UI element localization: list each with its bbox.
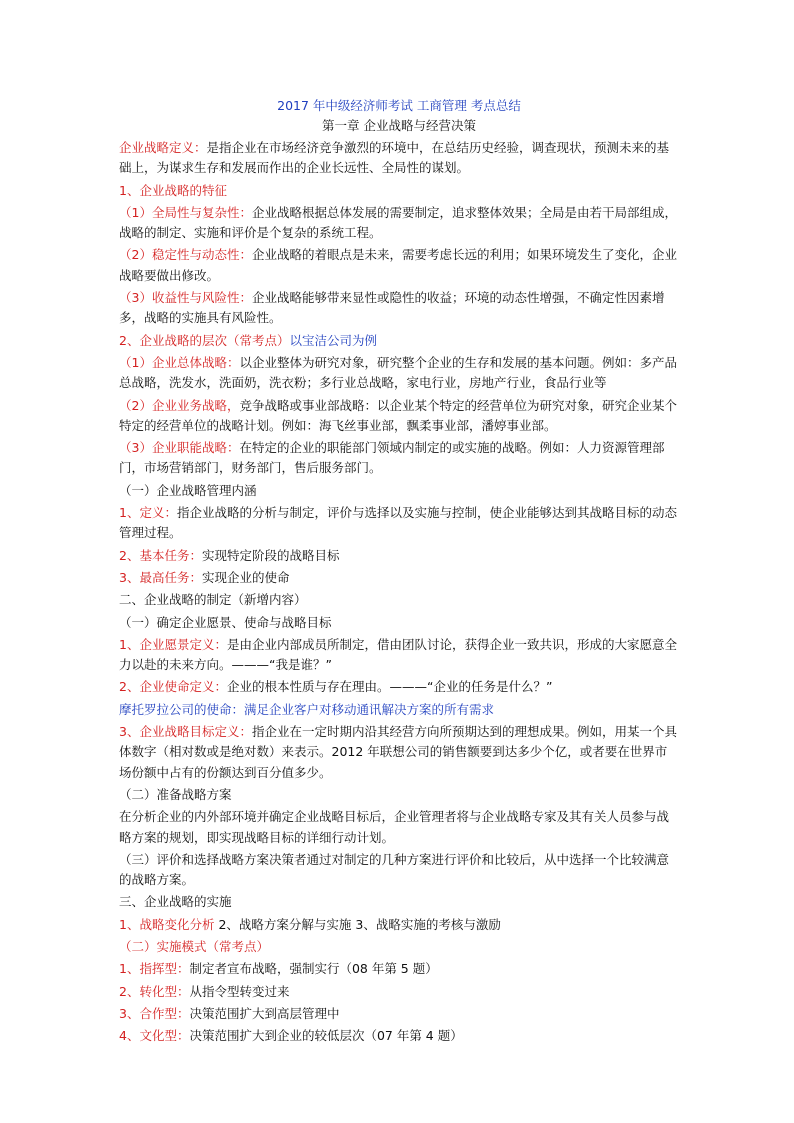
paragraph-heading: 3、合作型：	[119, 1005, 190, 1021]
paragraph-text: 在特定的企业的职能部门领域内制定的或实施的战略。例如：人力资源管理部门，市场营销部门，财务部门，售后服务部门。	[119, 440, 665, 476]
document-body	[119, 138, 679, 1046]
paragraph-text: 三、企业战略的实施	[119, 894, 232, 910]
paragraph	[119, 590, 679, 610]
paragraph-heading: 2、企业战略的层次（常考点）	[119, 332, 290, 348]
paragraph	[119, 503, 679, 544]
paragraph	[119, 481, 679, 501]
document-page	[119, 96, 679, 1048]
paragraph-heading: （二）实施模式（常考点）	[119, 938, 270, 954]
paragraph-text: 企业的根本性质与存在理由。———“企业的任务是什么？”	[226, 679, 553, 695]
paragraph	[119, 245, 679, 286]
paragraph-text: 制定者宣布战略，强制实行（08 年第 5 题）	[189, 961, 438, 977]
paragraph-text: 实现企业的使命	[201, 569, 290, 585]
paragraph	[119, 850, 679, 891]
paragraph-text: （二）准备战略方案	[119, 786, 232, 802]
paragraph-text: 二、企业战略的制定（新增内容）	[119, 592, 307, 608]
paragraph-heading: 1、定义：	[119, 505, 177, 521]
paragraph-text: 竞争战略或事业部战略：以企业某个特定的经营单位为研究对象，研究企业某个特定的经营单位的战略计划。例如：海飞丝事业部，飘柔事业部，潘婷事业部。	[119, 397, 677, 433]
paragraph-heading: （1）企业总体战略：	[119, 354, 240, 370]
paragraph	[119, 959, 679, 979]
paragraph-heading: （3）收益性与风险性：	[119, 290, 252, 306]
paragraph-heading: 企业战略定义：	[119, 140, 207, 155]
paragraph	[119, 785, 679, 805]
paragraph	[119, 288, 679, 329]
paragraph-text: 决策范围扩大到高层管理中	[189, 1005, 340, 1021]
paragraph	[119, 396, 679, 437]
paragraph-text: 是由企业内部成员所制定，借由团队讨论，获得企业一致共识，形成的大家愿意全力以赴的未来方向。———“我是谁？”	[119, 636, 677, 673]
paragraph-text: （一）企业战略管理内涵	[119, 482, 257, 498]
paragraph	[119, 700, 679, 720]
paragraph-text: 2、战略方案分解与实施 3、战略实施的考核与激励	[214, 916, 501, 932]
paragraph-text: 企业战略的着眼点是未来，需要考虑长远的利用；如果环境发生了变化，企业战略要做出修改。	[119, 247, 677, 283]
paragraph-heading: （2）稳定性与动态性：	[119, 247, 252, 263]
paragraph	[119, 331, 679, 351]
paragraph-heading: 2、转化型：	[119, 983, 190, 999]
paragraph-heading: 3、最高任务：	[119, 569, 202, 585]
paragraph-heading: 3、企业战略目标定义：	[119, 724, 252, 740]
paragraph	[119, 722, 679, 783]
paragraph-text: 决策范围扩大到企业的较低层次（07 年第 4 题）	[189, 1028, 463, 1044]
paragraph-text: 企业战略能够带来显性或隐性的收益；环境的动态性增强，不确定性因素增多，战略的实施具有风险性。	[119, 290, 665, 326]
paragraph	[119, 807, 679, 848]
paragraph-heading: 4、文化型：	[119, 1028, 190, 1044]
paragraph-heading: （3）企业职能战略：	[119, 440, 240, 456]
paragraph	[119, 568, 679, 588]
paragraph	[119, 937, 679, 957]
paragraph-text: 指企业在一定时期内沿其经营方向所预期达到的理想成果。例如，用某一个具体数字（相对数或是绝对数）来表示。2012 年联想公司的销售额要到达多少个亿，或者要在世界市场份额中占有的份额达到百分值多少。	[119, 724, 677, 780]
document-title: 2017 年中级经济师考试 工商管理 考点总结	[277, 98, 521, 113]
paragraph	[119, 635, 679, 676]
paragraph-heading: 2、基本任务：	[119, 547, 202, 563]
paragraph	[119, 982, 679, 1002]
paragraph	[119, 546, 679, 566]
paragraph	[119, 138, 679, 179]
paragraph-highlight: 以宝洁公司为例	[289, 332, 377, 348]
paragraph	[119, 677, 679, 697]
paragraph	[119, 181, 679, 201]
paragraph	[119, 915, 679, 935]
paragraph-text: 实现特定阶段的战略目标	[201, 547, 340, 563]
paragraph-text: （一）确定企业愿景、使命与战略目标	[119, 614, 332, 630]
paragraph	[119, 203, 679, 244]
paragraph	[119, 353, 679, 394]
paragraph-heading: （2）企业业务战略，	[119, 397, 240, 413]
paragraph-text: 从指令型转变过来	[189, 983, 290, 999]
paragraph-heading: 1、企业愿景定义：	[119, 636, 227, 652]
paragraph	[119, 1004, 679, 1024]
paragraph-heading: 1、企业战略的特征	[119, 182, 227, 198]
paragraph	[119, 438, 679, 479]
paragraph-heading: 1、战略变化分析	[119, 916, 215, 932]
paragraph-text: （三）评价和选择战略方案决策者通过对制定的几种方案进行评价和比较后，从中选择一个比较满意的战略方案。	[119, 851, 670, 888]
paragraph-text: 企业战略根据总体发展的需要制定，追求整体效果；全局是由若干局部组成，战略的制定、实施和评价是个复杂的系统工程。	[119, 204, 677, 241]
paragraph	[119, 892, 679, 912]
paragraph-text: 是指企业在市场经济竞争激烈的环境中，在总结历史经验，调查现状，预测未来的基础上，为谋求生存和发展而作出的企业长远性、全局性的谋划。	[119, 140, 670, 176]
paragraph-heading: （1）全局性与复杂性：	[119, 204, 252, 220]
paragraph-heading: 2、企业使命定义：	[119, 679, 227, 695]
chapter-title: 第一章 企业战略与经营决策	[322, 118, 476, 133]
paragraph-highlight: 摩托罗拉公司的使命：满足企业客户对移动通讯解决方案的所有需求	[119, 701, 495, 717]
paragraph	[119, 1026, 679, 1046]
paragraph-text: 在分析企业的内外部环境并确定企业战略目标后，企业管理者将与企业战略专家及其有关人员参与战略方案的规划，即实现战略目标的详细行动计划。	[119, 809, 670, 845]
paragraph-text: 指企业战略的分析与制定，评价与选择以及实施与控制，使企业能够达到其战略目标的动态管理过程。	[119, 505, 677, 541]
paragraph-text: 以企业整体为研究对象，研究整个企业的生存和发展的基本问题。例如：多产品总战略，洗发水，洗面奶，洗衣粉；多行业总战略，家电行业，房地产行业，食品行业等	[119, 354, 677, 391]
paragraph-heading: 1、指挥型：	[119, 961, 190, 977]
paragraph	[119, 613, 679, 633]
